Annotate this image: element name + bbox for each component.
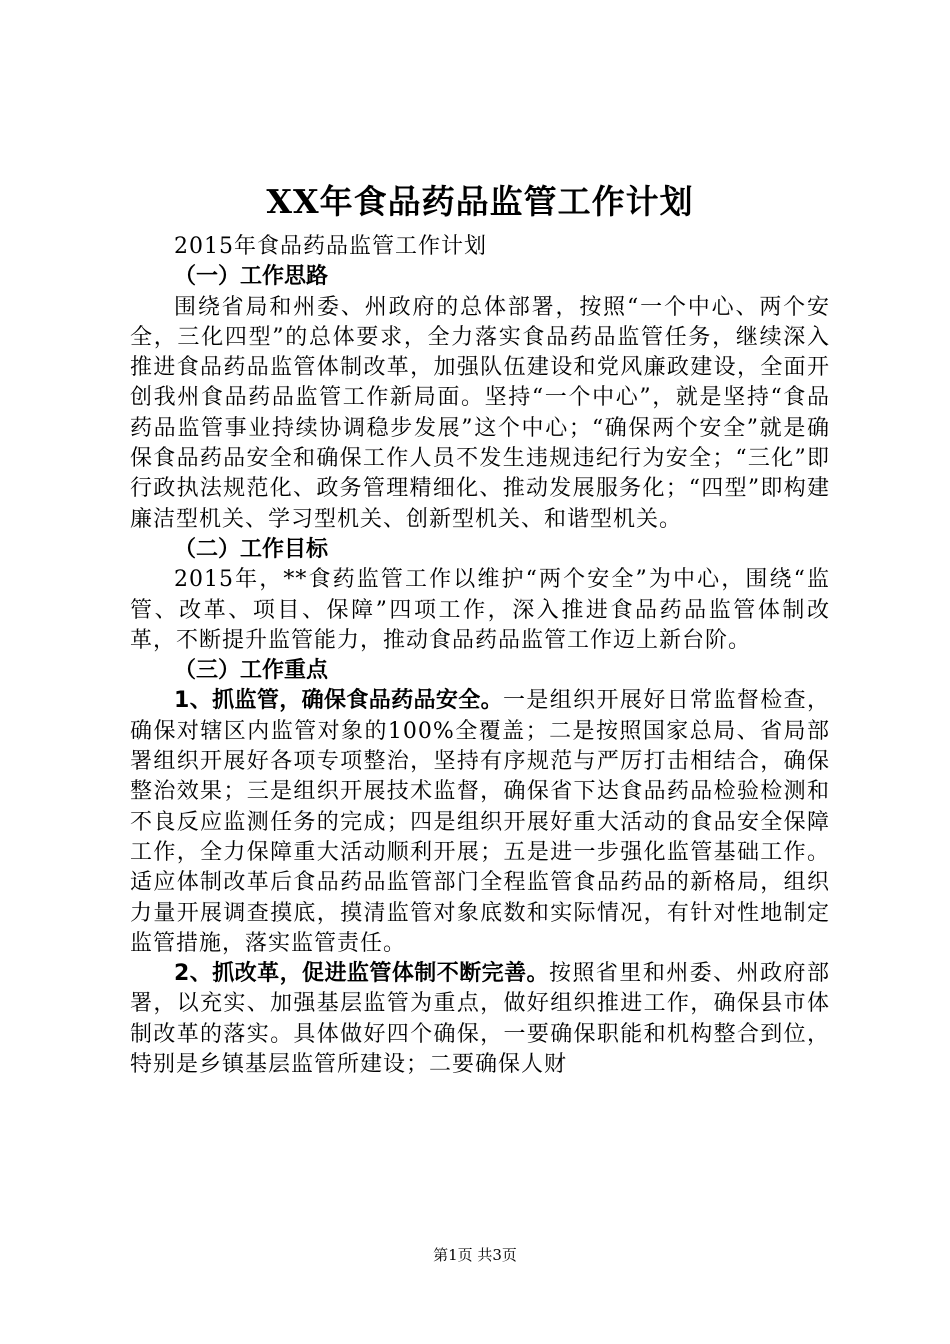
section-2-paragraph: 2015年，**食药监管工作以维护“两个安全”为中心，围绕“监管、改革、项目、保障”四项工作，深入推进食品药品监管体制改革，不断提升监管能力，推动食品药品监管工作迈上新台阶。 — [130, 567, 830, 653]
section-heading-1: （一）工作思路 — [174, 264, 329, 290]
key-point-2 — [130, 959, 830, 1080]
section-1-paragraph: 围绕省局和州委、州政府的总体部署，按照“一个中心、两个安全，三化四型”的总体要求，全力落实食品药品监管任务，继续深入推进食品药品监管体制改革，加强队伍建设和党风廉政建设，全面开创我州食品药品监管工作新局面。坚持“一个中心”，就是坚持“食品药品监管事业持续协调稳步发展”这个中心；“确保两个安全”就是确保食品药品安全和确保工作人员不发生违规违纪行为安全；“三化”即行政执法规范化、政务管理精细化、推动发展服务化；“四型”即构建廉洁型机关、学习型机关、创新型机关、和谐型机关。 — [130, 294, 830, 532]
page-footer: 第1页 共3页 — [433, 1246, 517, 1264]
key-point-1-text: 一是组织开展好日常监督检查，确保对辖区内监管对象的100%全覆盖；二是按照国家总局、省局部署组织开展好各项专项整治，坚持有序规范与严厉打击相结合，确保整治效果；三是组织开展技术监督，确保省下达食品药品检验检测和不良反应监测任务的完成；四是组织开展好重大活动的食品安全保障工作，全力保障重大活动顺利开展；五是进一步强化监管基础工作。适应体制改革后食品药品监管部门全程监管食品药品的新格局，组织力量开展调查摸底，摸清监管对象底数和实际情况，有针对性地制定监管措施，落实监管责任。 — [130, 688, 830, 956]
section-heading-2: （二）工作目标 — [174, 536, 329, 562]
key-point-1-lead: 1、抓监管，确保食品药品安全。 — [174, 688, 504, 714]
document-page — [130, 180, 830, 1080]
section-heading-3: （三）工作重点 — [174, 658, 329, 684]
document-title: XX年食品药品监管工作计划 — [266, 182, 694, 221]
key-point-1 — [130, 686, 830, 959]
key-point-2-text: 按照省里和州委、州政府部署，以充实、加强基层监管为重点，做好组织推进工作，确保县市体制改革的落实。具体做好四个确保，一要确保职能和机构整合到位，特别是乡镇基层监管所建设；二要确保人财 — [130, 961, 830, 1078]
document-subtitle: 2015年食品药品监管工作计划 — [174, 234, 487, 259]
key-point-2-lead: 2、抓改革，促进监管体制不断完善。 — [174, 961, 550, 987]
